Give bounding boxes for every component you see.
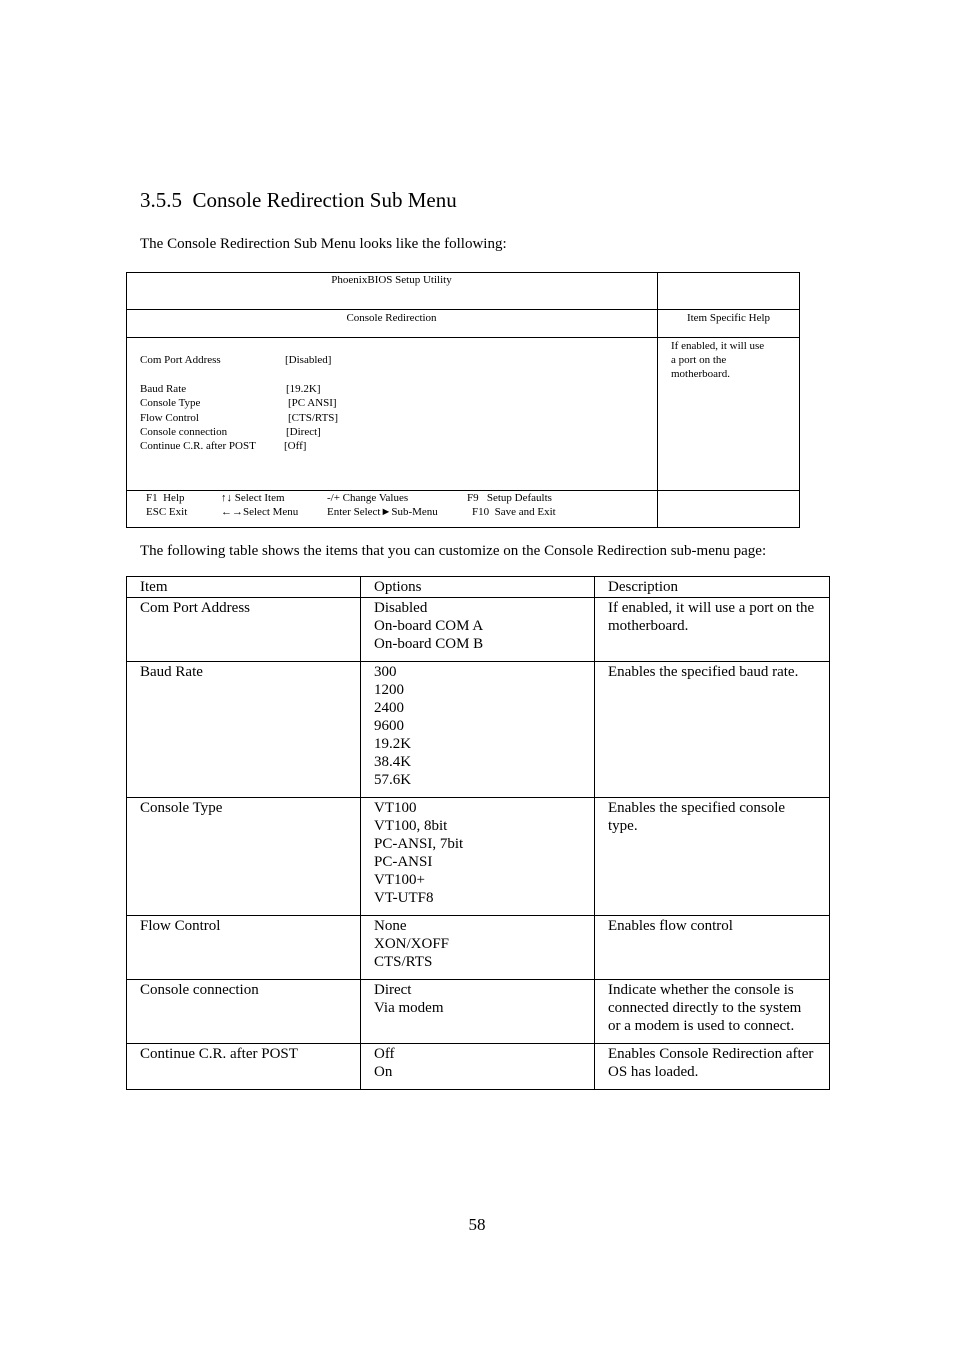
item-cell: Flow Control (127, 916, 361, 980)
key-select-item: ↑↓ Select Item (221, 492, 285, 504)
key-f1-help: F1 Help (146, 492, 185, 504)
bios-divider-2 (126, 337, 800, 338)
option-value: 1200 (374, 682, 404, 698)
option-value: PC-ANSI (374, 854, 433, 870)
options-cell (361, 1044, 595, 1090)
table-row (127, 980, 830, 1044)
options-cell (361, 598, 595, 662)
section-heading: 3.5.5 Console Redirection Sub Menu (140, 188, 457, 212)
option-value: On (374, 1064, 393, 1080)
bios-field-value[interactable]: [PC ANSI] (288, 397, 337, 409)
key-esc-exit: ESC Exit (146, 506, 188, 518)
bios-field-label: Continue C.R. after POST (140, 440, 256, 452)
option-value: XON/XOFF (374, 936, 450, 952)
description-cell (595, 798, 830, 916)
option-value: PC-ANSI, 7bit (374, 836, 464, 852)
bios-help-title: Item Specific Help (686, 312, 771, 324)
description-cell (595, 662, 830, 798)
item-cell: Console Type (127, 798, 361, 916)
options-cell (361, 798, 595, 916)
bios-field-value[interactable]: [19.2K] (286, 383, 321, 395)
options-cell (361, 916, 595, 980)
option-value: VT-UTF8 (374, 890, 434, 906)
option-value: Via modem (374, 1000, 444, 1016)
description-text: Enables the specified baud rate. (608, 664, 799, 680)
bios-field-label: Console connection (140, 426, 228, 438)
option-value: 2400 (374, 700, 404, 716)
option-value: VT100 (374, 800, 417, 816)
options-table (126, 576, 830, 1090)
option-value: 9600 (374, 718, 404, 734)
bios-help-text-line: If enabled, it will use (671, 340, 765, 352)
table-intro-paragraph: The following table shows the items that you can customize on the Console Redirection sub-menu page: (140, 543, 767, 559)
intro-paragraph: The Console Redirection Sub Menu looks like the following: (140, 236, 507, 252)
option-value: 19.2K (374, 736, 412, 752)
key-select-menu: ←→Select Menu (221, 506, 299, 518)
option-value: None (374, 918, 407, 934)
bios-field-label: Com Port Address (140, 354, 221, 366)
description-cell (595, 980, 830, 1044)
option-value: On-board COM B (374, 636, 484, 652)
description-cell (595, 916, 830, 980)
bios-setup-screen (126, 272, 800, 528)
bios-help-text-line: motherboard. (671, 368, 730, 380)
table-row (127, 916, 830, 980)
option-value: 57.6K (374, 772, 412, 788)
bios-field-label: Console Type (140, 397, 201, 409)
header-description: Description (595, 577, 830, 598)
item-cell: Console connection (127, 980, 361, 1044)
table-row (127, 598, 830, 662)
item-cell: Com Port Address (127, 598, 361, 662)
header-item: Item (127, 577, 361, 598)
bios-field-value[interactable]: [Disabled] (285, 354, 332, 366)
option-value: VT100+ (374, 872, 425, 888)
description-cell (595, 598, 830, 662)
option-value: VT100, 8bit (374, 818, 448, 834)
table-row (127, 1044, 830, 1090)
bios-utility-title: PhoenixBIOS Setup Utility (331, 274, 452, 286)
option-value: CTS/RTS (374, 954, 433, 970)
header-options: Options (361, 577, 595, 598)
key-f9-defaults: F9 Setup Defaults (467, 492, 552, 504)
bios-field-value[interactable]: [Direct] (286, 426, 321, 438)
key-f10-save: F10 Save and Exit (472, 506, 556, 518)
option-value: 300 (374, 664, 397, 680)
bios-border-bottom (126, 527, 800, 528)
bios-field-label: Baud Rate (140, 383, 187, 395)
item-cell: Baud Rate (127, 662, 361, 798)
description-text: Enables the specified console type. (608, 800, 786, 834)
options-cell (361, 980, 595, 1044)
bios-field-value[interactable]: [CTS/RTS] (288, 412, 339, 424)
description-cell (595, 1044, 830, 1090)
table-header-row (127, 577, 830, 598)
bios-menu-title: Console Redirection (346, 312, 437, 324)
bios-field-label: Flow Control (140, 412, 199, 424)
option-value: On-board COM A (374, 618, 484, 634)
bios-divider-1 (126, 309, 800, 310)
description-text: Indicate whether the console is connected directly to the system or a modem is used to connect. (608, 982, 802, 1034)
option-value: 38.4K (374, 754, 412, 770)
bios-field-value[interactable]: [Off] (284, 440, 307, 452)
key-enter-submenu: Enter Select►Sub-Menu (327, 506, 438, 518)
bios-help-text-line: a port on the (671, 354, 727, 366)
description-text: Enables flow control (608, 918, 733, 934)
option-value: Direct (374, 982, 412, 998)
table-row (127, 662, 830, 798)
description-text: If enabled, it will use a port on the motherboard. (608, 600, 815, 634)
option-value: Off (374, 1046, 395, 1062)
item-cell: Continue C.R. after POST (127, 1044, 361, 1090)
key-change-values: -/+ Change Values (327, 492, 409, 504)
options-cell (361, 662, 595, 798)
option-value: Disabled (374, 600, 428, 616)
page-number: 58 (468, 1215, 486, 1234)
description-text: Enables Console Redirection after OS has loaded. (608, 1046, 814, 1080)
table-row (127, 798, 830, 916)
